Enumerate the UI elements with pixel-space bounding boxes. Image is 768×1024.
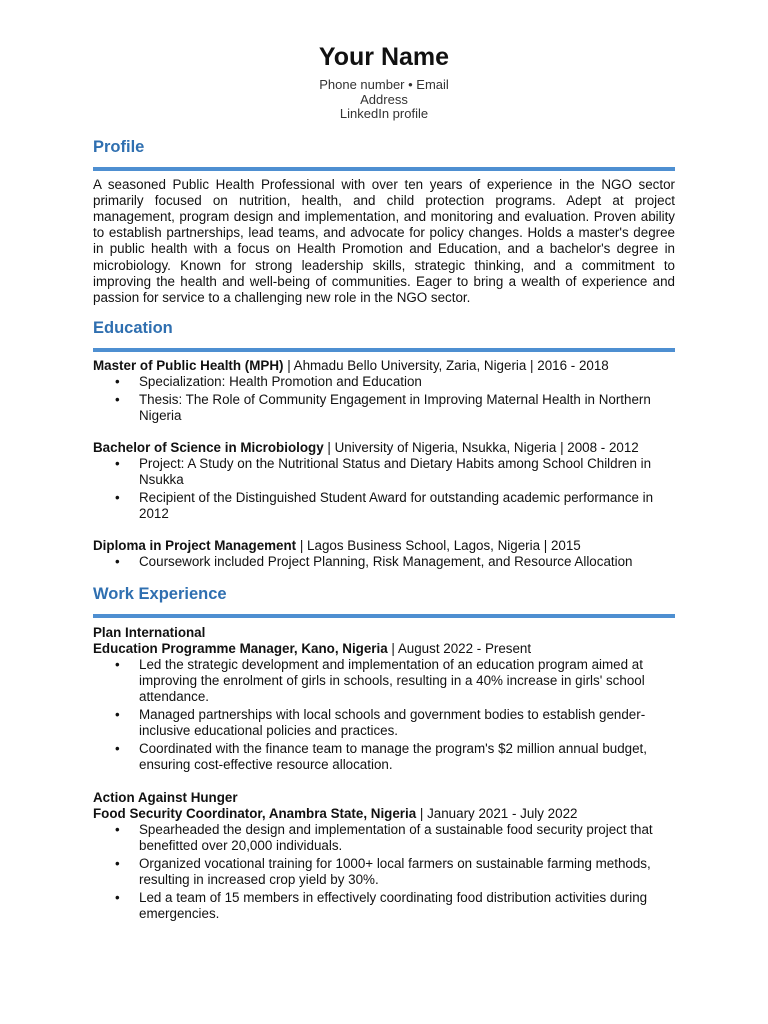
job-title: Education Programme Manager, Kano, Nigeria: [93, 640, 388, 656]
education-bullets: [93, 374, 675, 424]
candidate-name: Your Name: [318, 43, 450, 71]
list-item: • Organized vocational training for 1000+ local farmers on sustainable farming methods, resulting in increased crop yield by 30%.: [93, 856, 675, 888]
profile-text: A seasoned Public Health Professional with over ten years of experience in the NGO sector primarily focused on nutrition, health, and child protection programs. Adept at project management, program design and implementation, and monitoring and evaluation. Proven ability to establish partnerships, lead teams, and advocate for policy changes. Holds a master's degree in public health with a focus on Health Promotion and Education, and a bachelor's degree in microbiology. Known for strong leadership skills, strategic thinking, and a commitment to improving the health and well-being of communities. Eager to bring a wealth of experience and passion for service to a challenging new role in the NGO sector.: [93, 176, 675, 305]
organization-name: Action Against Hunger: [93, 789, 238, 805]
contact-address: Address: [360, 91, 408, 107]
section-title-education: Education: [93, 319, 173, 338]
organization-name: Plan International: [93, 624, 206, 640]
list-item: • Coordinated with the finance team to manage the program's $2 million annual budget, ensuring cost-effective resource allocation.: [93, 741, 675, 773]
list-item: • Led the strategic development and implementation of an education program aimed at improving the enrolment of girls in schools, resulting in a 40% increase in girls' school attendance.: [93, 657, 675, 706]
list-item: • Specialization: Health Promotion and Education: [93, 374, 675, 390]
job-dates: | August 2022 - Present: [387, 640, 532, 656]
work-entry: [93, 789, 675, 922]
education-entry: [93, 358, 675, 424]
work-entry-header: [93, 806, 675, 822]
job-dates: | January 2021 - July 2022: [416, 805, 578, 821]
section-divider: [93, 348, 675, 352]
section-title-work-experience: Work Experience: [93, 584, 227, 603]
work-bullets: [93, 657, 675, 773]
contact-phone-email: Phone number • Email: [319, 77, 449, 92]
education-bullets: [93, 554, 675, 570]
section-title-profile: Profile: [93, 137, 145, 156]
education-entry-header: [93, 538, 675, 554]
list-item: • Spearheaded the design and implementation of a sustainable food security project that benefitted over 20,000 individuals.: [93, 822, 675, 854]
work-entry-header: [93, 641, 675, 657]
job-title: Food Security Coordinator, Anambra State, Nigeria: [93, 805, 417, 821]
education-entry: [93, 440, 675, 523]
list-item: • Managed partnerships with local schools and government bodies to establish gender-inclusive educational policies and practices.: [93, 707, 675, 739]
degree-name: Bachelor of Science in Microbiology: [93, 439, 324, 455]
education-details: | Ahmadu Bello University, Zaria, Nigeria | 2016 - 2018: [283, 358, 609, 374]
list-item: • Coursework included Project Planning, Risk Management, and Resource Allocation: [93, 554, 675, 570]
list-item: • Recipient of the Distinguished Student Award for outstanding academic performance in 2012: [93, 490, 675, 522]
education-details: | Lagos Business School, Lagos, Nigeria | 2015: [296, 537, 581, 553]
education-details: | University of Nigeria, Nsukka, Nigeria | 2008 - 2012: [323, 439, 639, 455]
section-divider: [93, 167, 675, 171]
education-bullets: [93, 456, 675, 522]
contact-block: [93, 78, 675, 122]
education-entry-header: [93, 440, 675, 456]
education-entry-header: [93, 358, 675, 374]
resume-page: [93, 42, 675, 924]
list-item: • Led a team of 15 members in effectively coordinating food distribution activities during emergencies.: [93, 890, 675, 922]
degree-name: Master of Public Health (MPH): [93, 358, 284, 374]
list-item: • Thesis: The Role of Community Engagement in Improving Maternal Health in Northern Nigeria: [93, 392, 675, 424]
list-item: • Project: A Study on the Nutritional Status and Dietary Habits among School Children in Nsukka: [93, 456, 675, 488]
degree-name: Diploma in Project Management: [93, 537, 297, 553]
work-bullets: [93, 822, 675, 922]
contact-linkedin: LinkedIn profile: [339, 106, 429, 121]
education-entry: [93, 538, 675, 570]
work-entry: [93, 624, 675, 774]
section-divider: [93, 614, 675, 618]
